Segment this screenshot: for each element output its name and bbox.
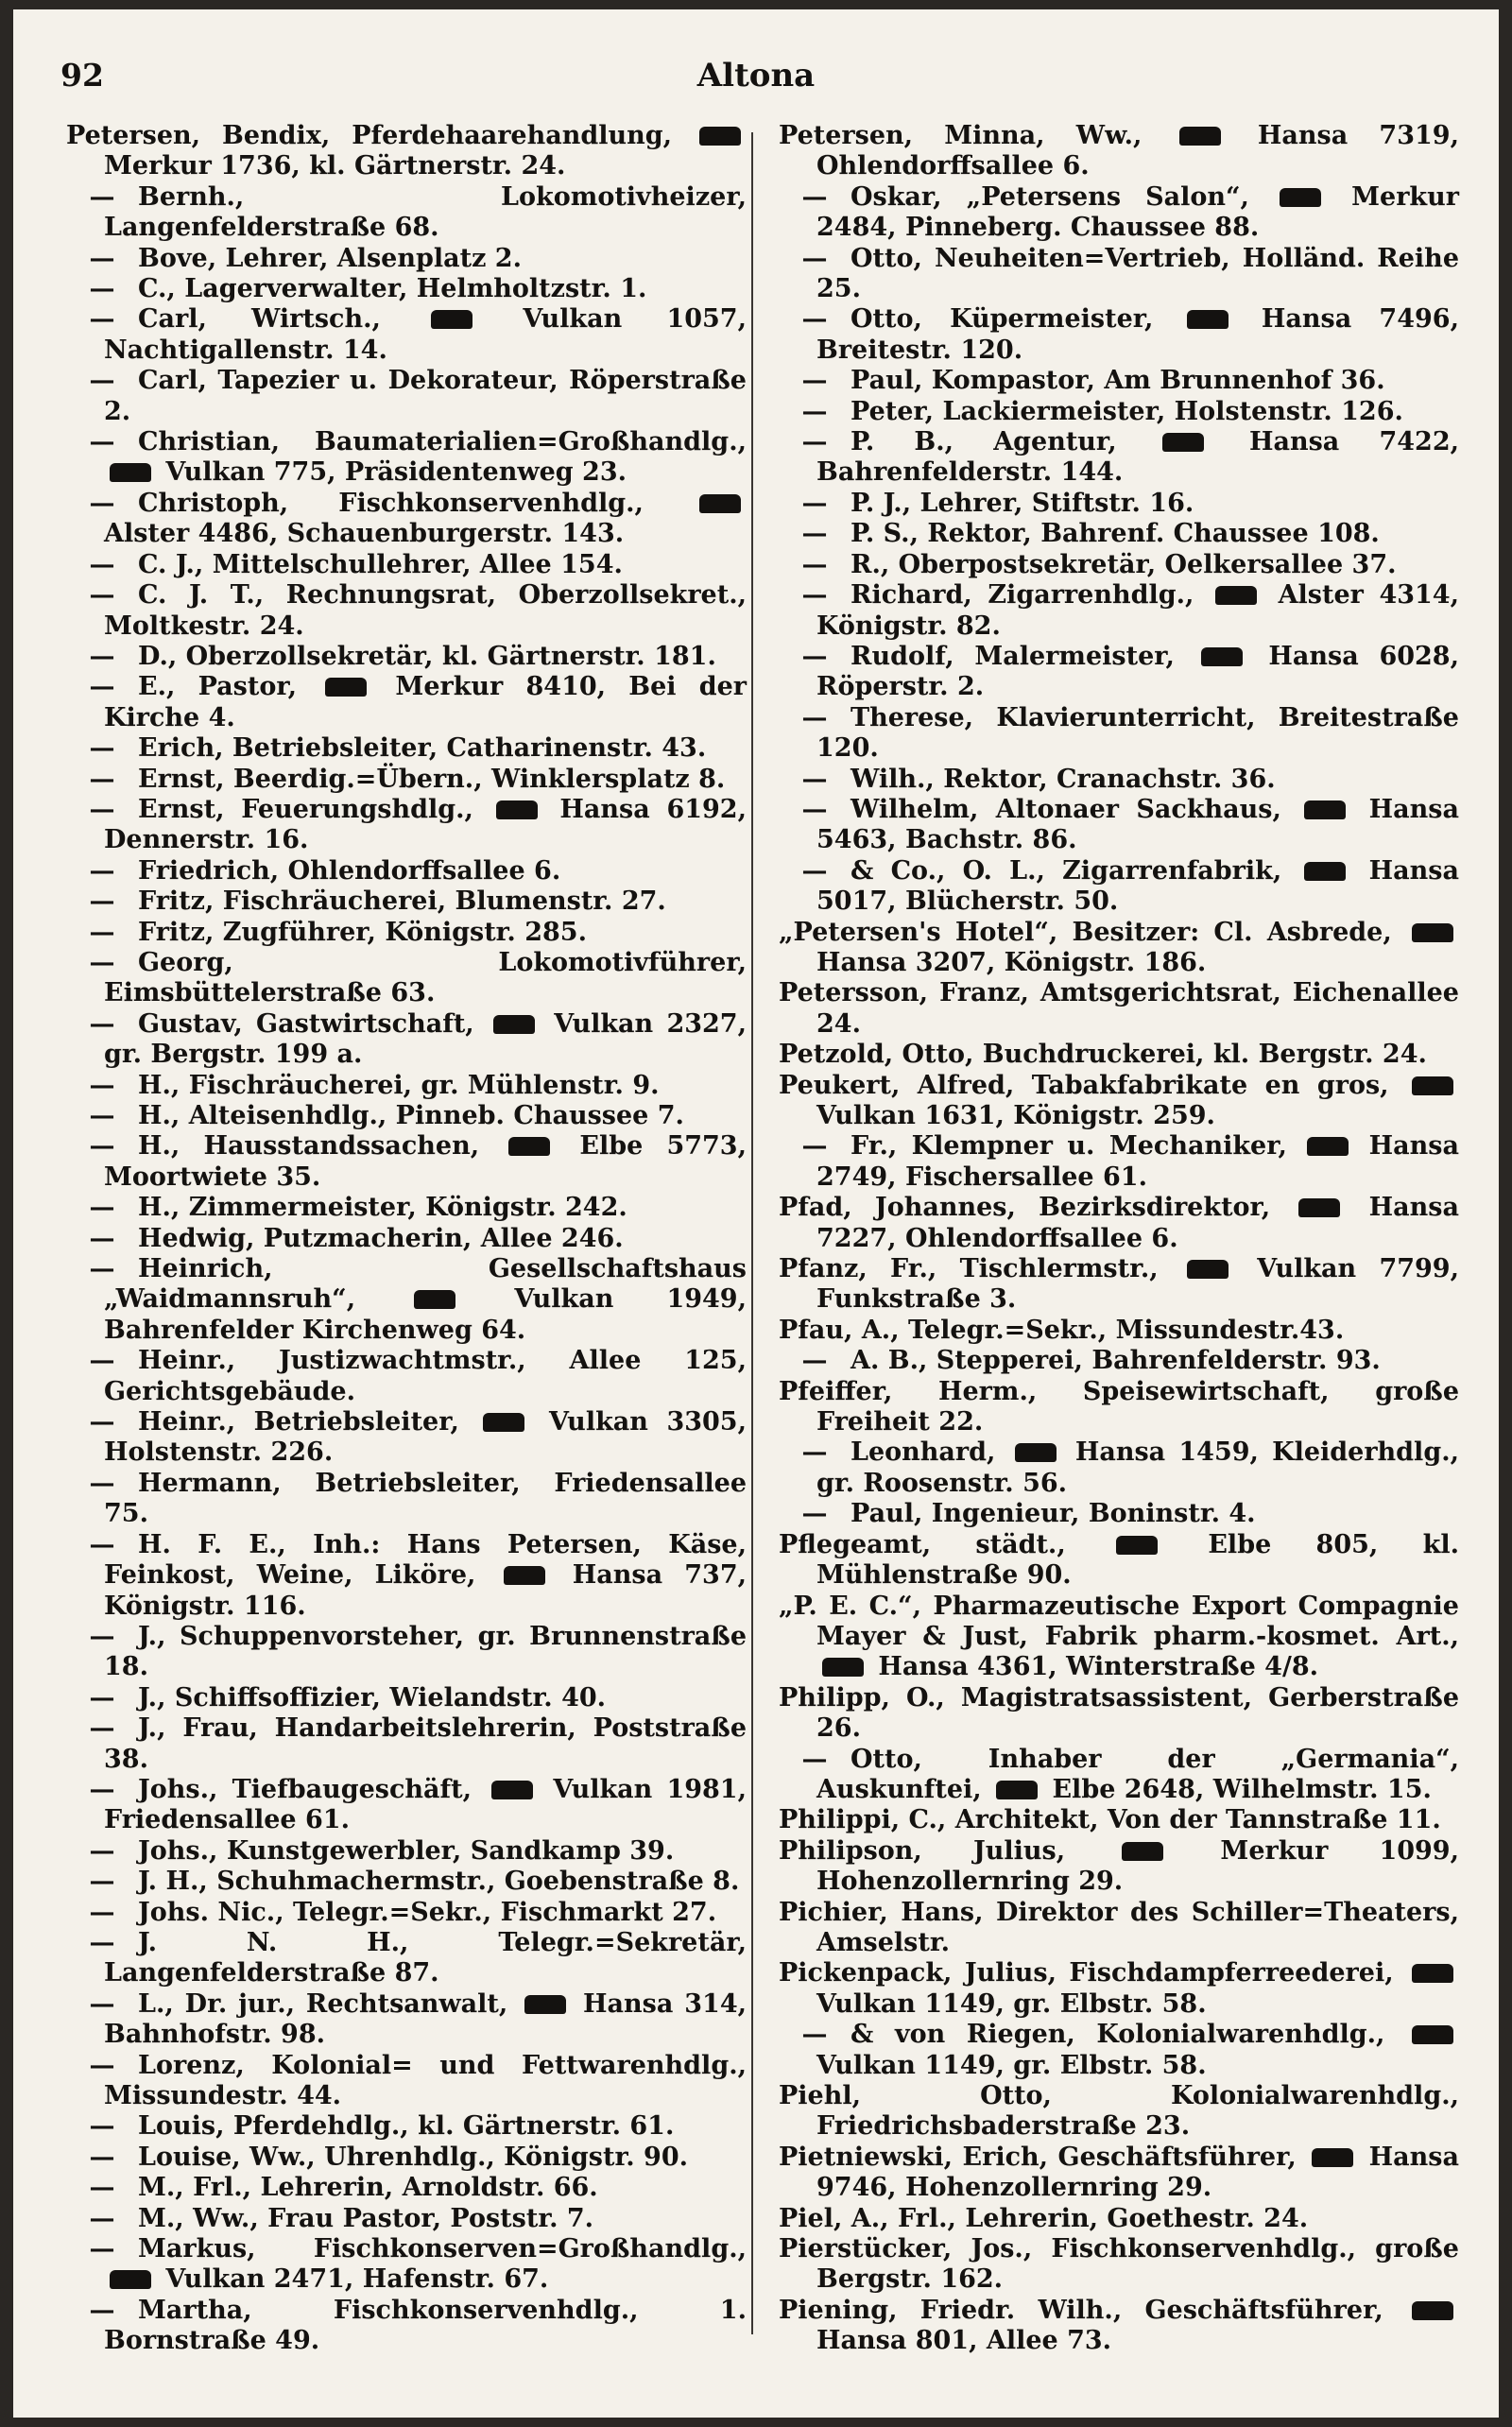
directory-entry: — Bove, Lehrer, Alsenplatz 2.	[66, 244, 747, 274]
directory-entry: — J. H., Schuhmachermstr., Goebenstraße 8.	[66, 1867, 747, 1897]
directory-entry: „P. E. C.“, Pharmazeutische Export Compagnie Mayer & Just, Fabrik pharm.-kosmet. Art., Hansa 4361, Winterstraße 4/8.	[779, 1591, 1459, 1682]
directory-entry: — C. J. T., Rechnungsrat, Oberzollsekret., Moltkestr. 24.	[66, 580, 747, 642]
telephone-icon	[1412, 1076, 1453, 1095]
telephone-icon	[414, 1290, 455, 1309]
telephone-icon	[504, 1566, 545, 1585]
repeat-dash: —	[89, 1774, 115, 1804]
directory-entry: — Louis, Pferdehdlg., kl. Gärtnerstr. 61.	[66, 2111, 747, 2142]
repeat-dash: —	[89, 1529, 115, 1559]
repeat-dash: —	[89, 243, 115, 273]
directory-entry: — Heinr., Betriebsleiter, Vulkan 3305, Holstenstr. 226.	[66, 1407, 747, 1469]
telephone-icon	[493, 1015, 535, 1034]
directory-entry: — Gustav, Gastwirtschaft, Vulkan 2327, gr. Bergstr. 199 a.	[66, 1009, 747, 1071]
telephone-icon	[483, 1413, 524, 1432]
repeat-dash: —	[801, 243, 828, 273]
directory-entry: — Louise, Ww., Uhrenhdlg., Königstr. 90.	[66, 2143, 747, 2173]
directory-entry: — Leonhard, Hansa 1459, Kleiderhdlg., gr. Roosenstr. 56.	[779, 1437, 1459, 1499]
directory-entry: — Paul, Ingenieur, Boninstr. 4.	[779, 1499, 1459, 1529]
repeat-dash: —	[89, 2295, 115, 2325]
repeat-dash: —	[89, 1713, 115, 1744]
directory-entry: — H. F. E., Inh.: Hans Petersen, Käse, Feinkost, Weine, Liköre, Hansa 737, Königstr. 116.	[66, 1530, 747, 1622]
telephone-icon	[496, 800, 538, 819]
repeat-dash: —	[89, 1468, 115, 1498]
repeat-dash: —	[89, 1621, 115, 1651]
directory-entry: Petersen, Bendix, Pferdehaarehandlung, Merkur 1736, kl. Gärtnerstr. 24.	[66, 121, 747, 182]
repeat-dash: —	[801, 1499, 828, 1529]
repeat-dash: —	[89, 580, 115, 611]
repeat-dash: —	[89, 2142, 115, 2172]
directory-entry: Pickenpack, Julius, Fischdampferreederei, Vulkan 1149, gr. Elbstr. 58.	[779, 1958, 1459, 2020]
repeat-dash: —	[89, 947, 115, 977]
repeat-dash: —	[89, 1193, 115, 1223]
repeat-dash: —	[801, 549, 828, 579]
telephone-icon	[1015, 1443, 1057, 1462]
directory-entry: — Paul, Kompastor, Am Brunnenhof 36.	[779, 366, 1459, 396]
repeat-dash: —	[801, 855, 828, 886]
right-column	[779, 121, 1459, 2357]
directory-entry: — Bernh., Lokomotivheizer, Langenfelderstraße 68.	[66, 182, 747, 244]
telephone-icon	[1304, 800, 1346, 819]
directory-entry: — Heinr., Justizwachtmstr., Allee 125, Gerichtsgebäude.	[66, 1346, 747, 1407]
repeat-dash: —	[89, 917, 115, 947]
directory-entry: — P. S., Rektor, Bahrenf. Chaussee 108.	[779, 519, 1459, 549]
repeat-dash: —	[89, 1867, 115, 1897]
repeat-dash: —	[89, 886, 115, 917]
telephone-icon	[1116, 1536, 1158, 1555]
directory-entry: — Peter, Lackiermeister, Holstenstr. 126.	[779, 397, 1459, 427]
repeat-dash: —	[89, 1254, 115, 1284]
directory-entry: Philippi, C., Architekt, Von der Tannstraße 11.	[779, 1805, 1441, 1835]
directory-entry: — J., Frau, Handarbeitslehrerin, Poststraße 38.	[66, 1713, 747, 1775]
repeat-dash: —	[89, 1897, 115, 1927]
directory-entry: — J., Schuppenvorsteher, gr. Brunnenstraße 18.	[66, 1622, 747, 1683]
directory-entry: — Friedrich, Ohlendorffsallee 6.	[66, 856, 747, 886]
repeat-dash: —	[89, 1101, 115, 1130]
page-header	[13, 57, 1499, 98]
repeat-dash: —	[801, 1744, 828, 1774]
directory-entry: — Therese, Klavierunterricht, Breitestraße 120.	[779, 703, 1459, 765]
repeat-dash: —	[801, 794, 828, 824]
directory-entry: — D., Oberzollsekretär, kl. Gärtnerstr. 181.	[66, 642, 747, 672]
repeat-dash: —	[801, 488, 828, 518]
directory-entry: — P. J., Lehrer, Stiftstr. 16.	[779, 489, 1459, 519]
telephone-icon	[1412, 2301, 1453, 2320]
repeat-dash: —	[801, 764, 828, 794]
directory-entry: — Markus, Fischkonserven=Großhandlg., Vulkan 2471, Hafenstr. 67.	[66, 2234, 747, 2296]
repeat-dash: —	[89, 794, 115, 824]
telephone-icon	[491, 1781, 533, 1799]
directory-entry: — Johs. Nic., Telegr.=Sekr., Fischmarkt 27.	[66, 1898, 747, 1928]
directory-entry: „Petersen's Hotel“, Besitzer: Cl. Asbrede, Hansa 3207, Königstr. 186.	[779, 918, 1459, 979]
directory-entry: — L., Dr. jur., Rechtsanwalt, Hansa 314, Bahnhofstr. 98.	[66, 1989, 747, 2051]
repeat-dash: —	[801, 2020, 828, 2050]
directory-entry: Philipp, O., Magistratsassistent, Gerberstraße 26.	[779, 1682, 1459, 1744]
directory-entry: Pfeiffer, Herm., Speisewirtschaft, große Freiheit 22.	[779, 1376, 1459, 1437]
repeat-dash: —	[89, 488, 115, 518]
directory-entry: Pichier, Hans, Direktor des Schiller=Theaters, Amselstr.	[779, 1897, 1459, 1957]
repeat-dash: —	[801, 366, 828, 396]
directory-entry: — Erich, Betriebsleiter, Catharinenstr. 43.	[66, 733, 747, 764]
directory-entry: Pfanz, Fr., Tischlermstr., Vulkan 7799, Funkstraße 3.	[779, 1254, 1459, 1315]
telephone-icon	[1412, 923, 1453, 942]
directory-entry: Petzold, Otto, Buchdruckerei, kl. Bergstr. 24.	[779, 1040, 1427, 1070]
directory-entry: — E., Pastor, Merkur 8410, Bei der Kirche 4.	[66, 672, 747, 733]
telephone-icon	[1412, 2025, 1453, 2044]
telephone-icon	[1162, 433, 1204, 452]
repeat-dash: —	[89, 181, 115, 212]
telephone-icon	[110, 463, 151, 482]
telephone-icon	[822, 1658, 864, 1677]
directory-entry: — Wilhelm, Altonaer Sackhaus, Hansa 5463, Bachstr. 86.	[779, 795, 1459, 856]
directory-entry: — C., Lagerverwalter, Helmholtzstr. 1.	[66, 274, 747, 304]
repeat-dash: —	[89, 274, 115, 304]
repeat-dash: —	[89, 1223, 115, 1253]
page-number: 92	[60, 57, 104, 94]
directory-entry: Piel, A., Frl., Lehrerin, Goethestr. 24.	[779, 2203, 1309, 2233]
repeat-dash: —	[89, 427, 115, 457]
directory-entry: — Hermann, Betriebsleiter, Friedensallee 75.	[66, 1469, 747, 1530]
repeat-dash: —	[801, 396, 828, 426]
repeat-dash: —	[801, 304, 828, 335]
directory-entry: — Lorenz, Kolonial= und Fettwarenhdlg., Missundestr. 44.	[66, 2051, 747, 2112]
directory-entry: — M., Frl., Lehrerin, Arnoldstr. 66.	[66, 2173, 747, 2203]
repeat-dash: —	[801, 181, 828, 212]
telephone-icon	[325, 678, 367, 697]
telephone-icon	[1179, 127, 1221, 146]
directory-entry: — J., Schiffsoffizier, Wielandstr. 40.	[66, 1683, 747, 1713]
directory-entry: — Christoph, Fischkonservenhdlg., Alster 4486, Schauenburgerstr. 143.	[66, 489, 747, 550]
directory-entry: — Ernst, Beerdig.=Übern., Winklersplatz 8.	[66, 765, 747, 795]
directory-entry: Pflegeamt, städt., Elbe 805, kl. Mühlenstraße 90.	[779, 1529, 1459, 1591]
repeat-dash: —	[89, 733, 115, 764]
repeat-dash: —	[89, 855, 115, 886]
directory-entry: — Fritz, Zugführer, Königstr. 285.	[66, 918, 747, 948]
telephone-icon	[699, 494, 741, 513]
repeat-dash: —	[89, 764, 115, 794]
directory-entry: — Oskar, „Petersens Salon“, Merkur 2484, Pinneberg. Chaussee 88.	[779, 182, 1459, 244]
directory-entry: — Otto, Küpermeister, Hansa 7496, Breitestr. 120.	[779, 304, 1459, 366]
directory-entry: — H., Fischräucherei, gr. Mühlenstr. 9.	[66, 1071, 747, 1101]
directory-entry: Pfad, Johannes, Bezirksdirektor, Hansa 7227, Ohlendorffsallee 6.	[779, 1193, 1459, 1253]
repeat-dash: —	[801, 1437, 828, 1468]
telephone-icon	[1312, 2148, 1353, 2167]
repeat-dash: —	[89, 1008, 115, 1039]
directory-entry: Petersen, Minna, Ww., Hansa 7319, Ohlendorffsallee 6.	[779, 121, 1459, 181]
directory-entry: Philipson, Julius, Merkur 1099, Hohenzollernring 29.	[779, 1835, 1459, 1897]
repeat-dash: —	[89, 2203, 115, 2233]
repeat-dash: —	[801, 1346, 828, 1376]
directory-entry: — H., Zimmermeister, Königstr. 242.	[66, 1193, 747, 1223]
directory-entry: Piening, Friedr. Wilh., Geschäftsführer, Hansa 801, Allee 73.	[779, 2296, 1459, 2357]
telephone-icon	[431, 310, 472, 329]
directory-entry: — H., Alteisenhdlg., Pinneb. Chaussee 7.	[66, 1101, 747, 1131]
directory-entry: — Fritz, Fischräucherei, Blumenstr. 27.	[66, 886, 747, 917]
telephone-icon	[996, 1781, 1038, 1799]
directory-entry: — Georg, Lokomotivführer, Eimsbüttelerstraße 63.	[66, 948, 747, 1009]
directory-entry: Pfau, A., Telegr.=Sekr., Missundestr.43.	[779, 1315, 1345, 1345]
directory-entry: — Otto, Inhaber der „Germania“, Auskunftei, Elbe 2648, Wilhelmstr. 15.	[779, 1745, 1459, 1806]
telephone-icon	[1215, 586, 1257, 605]
directory-entry: — Christian, Baumaterialien=Großhandlg., Vulkan 775, Präsidentenweg 23.	[66, 427, 747, 489]
left-column	[66, 121, 747, 2357]
repeat-dash: —	[89, 1407, 115, 1437]
repeat-dash: —	[89, 2173, 115, 2203]
telephone-icon	[1307, 1137, 1349, 1156]
directory-entry: Peukert, Alfred, Tabakfabrikate en gros, Vulkan 1631, Königstr. 259.	[779, 1071, 1459, 1132]
running-head: Altona	[696, 57, 816, 95]
telephone-icon	[1187, 310, 1228, 329]
directory-page	[13, 9, 1499, 2418]
telephone-icon	[699, 127, 741, 146]
directory-entry: Pierstücker, Jos., Fischkonservenhdlg., große Bergstr. 162.	[779, 2234, 1459, 2295]
repeat-dash: —	[89, 1927, 115, 1957]
repeat-dash: —	[89, 1835, 115, 1866]
telephone-icon	[1201, 647, 1243, 666]
telephone-icon	[1298, 1198, 1340, 1217]
repeat-dash: —	[89, 1346, 115, 1376]
directory-entry: — Martha, Fischkonservenhdlg., 1. Bornstraße 49.	[66, 2296, 747, 2357]
directory-entry: — C. J., Mittelschullehrer, Allee 154.	[66, 550, 747, 580]
telephone-icon	[110, 2270, 151, 2289]
directory-entry: — Fr., Klempner u. Mechaniker, Hansa 2749, Fischersallee 61.	[779, 1131, 1459, 1193]
repeat-dash: —	[89, 549, 115, 579]
directory-entry: — P. B., Agentur, Hansa 7422, Bahrenfelderstr. 144.	[779, 427, 1459, 489]
directory-entry: — Ernst, Feuerungshdlg., Hansa 6192, Dennerstr. 16.	[66, 795, 747, 856]
repeat-dash: —	[801, 580, 828, 611]
telephone-icon	[508, 1137, 550, 1156]
repeat-dash: —	[89, 366, 115, 396]
directory-entry: — Carl, Tapezier u. Dekorateur, Röperstraße 2.	[66, 366, 747, 427]
telephone-icon	[1280, 188, 1321, 207]
repeat-dash: —	[89, 304, 115, 335]
repeat-dash: —	[89, 2050, 115, 2080]
directory-entry: — J. N. H., Telegr.=Sekretär, Langenfelderstraße 87.	[66, 1928, 747, 1989]
directory-entry: — Johs., Kunstgewerbler, Sandkamp 39.	[66, 1836, 747, 1867]
repeat-dash: —	[89, 672, 115, 702]
repeat-dash: —	[89, 2111, 115, 2142]
column-divider	[751, 132, 753, 2334]
directory-entry: — Heinrich, Gesellschaftshaus „Waidmannsruh“, Vulkan 1949, Bahrenfelder Kirchenweg 64.	[66, 1254, 747, 1346]
repeat-dash: —	[89, 1988, 115, 2019]
directory-entry: Petersson, Franz, Amtsgerichtsrat, Eichenallee 24.	[779, 978, 1459, 1039]
directory-entry: — Richard, Zigarrenhdlg., Alster 4314, Königstr. 82.	[779, 580, 1459, 642]
telephone-icon	[524, 1995, 566, 2014]
telephone-icon	[1304, 862, 1346, 881]
directory-entry: — Carl, Wirtsch., Vulkan 1057, Nachtigallenstr. 14.	[66, 304, 747, 366]
telephone-icon	[1187, 1260, 1228, 1279]
repeat-dash: —	[801, 702, 828, 732]
repeat-dash: —	[89, 1682, 115, 1713]
repeat-dash: —	[89, 2234, 115, 2264]
directory-entry: — M., Ww., Frau Pastor, Poststr. 7.	[66, 2204, 747, 2234]
directory-entry: — Hedwig, Putzmacherin, Allee 246.	[66, 1224, 747, 1254]
repeat-dash: —	[89, 1131, 115, 1162]
directory-entry: Pietniewski, Erich, Geschäftsführer, Hansa 9746, Hohenzollernring 29.	[779, 2142, 1460, 2203]
directory-entry: — Wilh., Rektor, Cranachstr. 36.	[779, 765, 1459, 795]
directory-entry: — A. B., Stepperei, Bahrenfelderstr. 93.	[779, 1346, 1459, 1376]
repeat-dash: —	[89, 1070, 115, 1100]
directory-entry: — R., Oberpostsekretär, Oelkersallee 37.	[779, 550, 1459, 580]
directory-entry: Piehl, Otto, Kolonialwarenhdlg., Friedrichsbaderstraße 23.	[779, 2081, 1459, 2142]
repeat-dash: —	[801, 427, 828, 457]
repeat-dash: —	[801, 519, 828, 549]
directory-entry: — & Co., O. L., Zigarrenfabrik, Hansa 5017, Blücherstr. 50.	[779, 856, 1459, 918]
directory-entry: — H., Hausstandssachen, Elbe 5773, Moortwiete 35.	[66, 1131, 747, 1193]
telephone-icon	[1412, 1964, 1453, 1983]
repeat-dash: —	[801, 1131, 828, 1162]
directory-entry: — & von Riegen, Kolonialwarenhdlg., Vulkan 1149, gr. Elbstr. 58.	[779, 2020, 1459, 2081]
directory-entry: — Rudolf, Malermeister, Hansa 6028, Röperstr. 2.	[779, 642, 1459, 703]
telephone-icon	[1122, 1842, 1163, 1861]
directory-entry: — Johs., Tiefbaugeschäft, Vulkan 1981, Friedensallee 61.	[66, 1775, 747, 1836]
repeat-dash: —	[89, 641, 115, 671]
repeat-dash: —	[801, 641, 828, 671]
directory-entry: — Otto, Neuheiten=Vertrieb, Holländ. Reihe 25.	[779, 244, 1459, 305]
